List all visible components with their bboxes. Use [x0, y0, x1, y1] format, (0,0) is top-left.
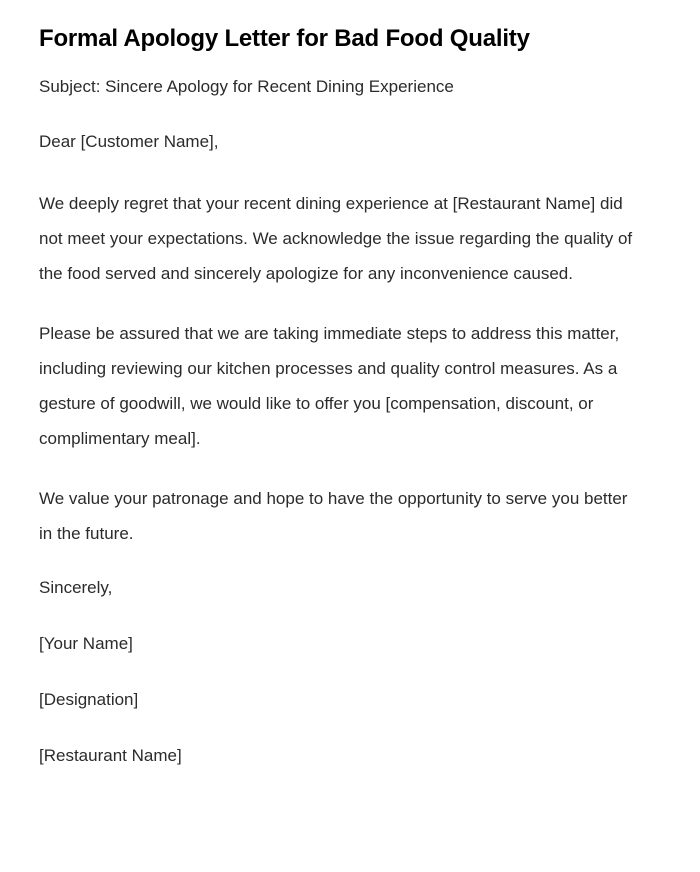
subject-line: Subject: Sincere Apology for Recent Dining Experience [39, 77, 454, 96]
signature-designation: [Designation] [39, 690, 139, 709]
signature-name: [Your Name] [39, 634, 133, 653]
closing-line: Sincerely, [39, 578, 113, 597]
body-paragraph-2: Please be assured that we are taking immediate steps to address this matter, including reviewing our kitchen processes and quality control measures. As a gesture of goodwill, we would like to offer you [compensation, discount, or complimentary meal]. [39, 324, 620, 448]
salutation: Dear [Customer Name], [39, 132, 219, 151]
body-paragraph-1: We deeply regret that your recent dining experience at [Restaurant Name] did not meet your expectations. We acknowledge the issue regarding the quality of the food served and sincerely apologize for any inconvenience caused. [39, 194, 633, 283]
signature-restaurant-name: [Restaurant Name] [39, 746, 182, 765]
page-title: Formal Apology Letter for Bad Food Quality [39, 25, 530, 52]
body-paragraph-3: We value your patronage and hope to have the opportunity to serve you better in the future. [39, 489, 628, 543]
